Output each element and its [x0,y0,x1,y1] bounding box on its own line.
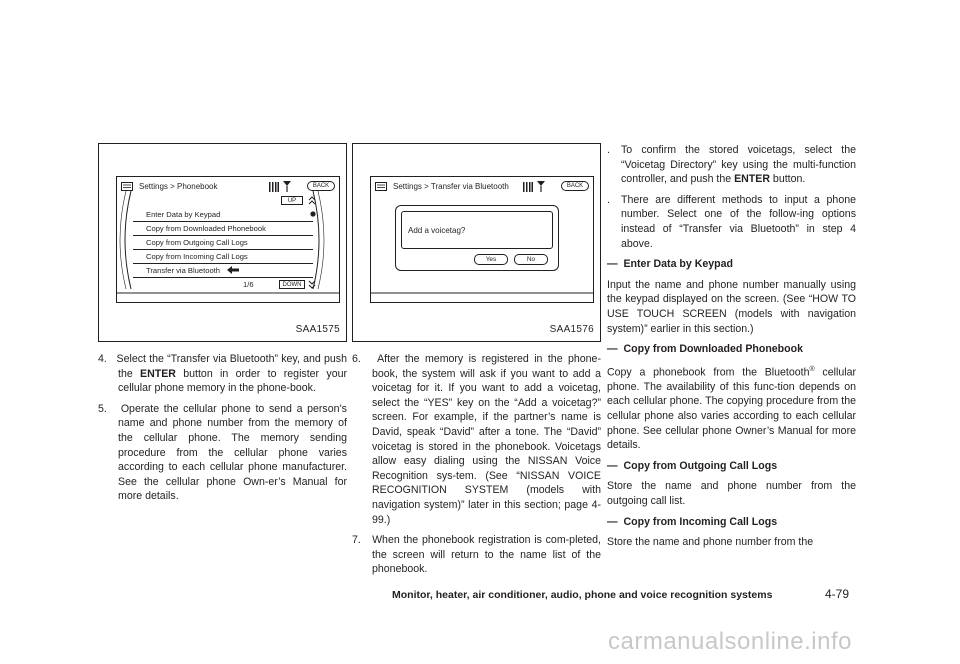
watermark: carmanualsonline.info [608,628,852,655]
paragraph-keypad: Input the name and phone number manually using the keypad displayed on the screen. (See “HOW TO USE TOUCH SCREEN (models with navigation system)” earlier in this section.) [607,278,856,335]
dialog-message: Add a voicetag? [408,226,466,235]
yes-button[interactable]: Yes [474,254,508,265]
menu-item-copy-incoming[interactable]: Copy from Incoming Call Logs [146,252,248,261]
menu-item-transfer-bluetooth[interactable]: Transfer via Bluetooth [146,266,221,275]
menu-item-copy-downloaded[interactable]: Copy from Downloaded Phonebook [146,224,266,233]
text-column-2 [352,352,601,583]
antenna-icon [537,181,545,192]
text-column-1 [98,352,347,510]
settings-icon [121,182,133,191]
double-chevron-up-icon [308,196,316,205]
paragraph-incoming: Store the name and phone number from the [607,536,814,549]
back-button[interactable]: BACK [307,181,335,191]
menu-divider [133,221,313,222]
selected-dot-icon [310,211,316,217]
bullet-voicetag-directory: . To confirm the stored voicetags, select the “Voicetag Directory” key using the multi-function controller, and push the ENTER button. [607,144,856,186]
figure-id: SAA1575 [295,324,340,335]
heading-copy-incoming: — Copy from Incoming Call Logs [607,515,778,528]
dialog-inner-frame [401,211,553,249]
page-indicator: 1/6 [243,280,254,289]
voicetag-screen [370,176,594,303]
step-5: 5. Operate the cellular phone to send a person’s name and phone number from the memory of the cellular phone. The memory sending procedure from the cellular phone varies according to each cellular phone manufacturer. See the cellular phone Own-er’s Manual for more details. [98,402,347,503]
double-chevron-down-icon [308,280,316,289]
pointer-arrow-icon [227,266,239,274]
step-4: 4. Select the “Transfer via Bluetooth” key, and push the ENTER button in order to register your cellular phone memory in the phone-book. [98,353,348,395]
phonebook-screen [116,176,340,303]
text-column-3 [607,143,856,556]
no-button[interactable]: No [514,254,548,265]
paragraph-outgoing: Store the name and phone number from the outgoing call list. [607,480,856,507]
step-6: 6. After the memory is registered in the phone-book, the system will ask if you want to add a voicetag for it. If you want to add a voicetag, select the “YES” key on the “Add a voicetag?” screen. For example, if the partner’s name is David, speak “David” after a tone. The “David” voicetag is stored in the phonebook. Voicetags allow easy dialing using the NISSAN Voice Recognition sys-tem. (See “NISSAN VOICE RECOGNITION SYSTEM (models with navigation system)” later in this section; page 4-99.) [352,353,601,526]
antenna-icon [283,181,291,192]
menu-divider [133,249,313,250]
back-button[interactable]: BACK [561,181,589,191]
footer-section-title: Monitor, heater, air conditioner, audio, phone and voice recognition systems [392,589,773,601]
scroll-down-button[interactable]: DOWN [279,280,305,289]
heading-enter-data-keypad: — Enter Data by Keypad [607,258,733,271]
breadcrumb: Settings > Phonebook [139,182,218,191]
figure-add-voicetag-screen [352,143,601,342]
figure-id: SAA1576 [549,324,594,335]
menu-item-copy-outgoing[interactable]: Copy from Outgoing Call Logs [146,238,248,247]
heading-copy-downloaded: — Copy from Downloaded Phonebook [607,343,803,356]
menu-divider [133,263,313,264]
signal-strength-icon [269,182,279,192]
page-number: 4-79 [825,587,850,601]
menu-divider [133,235,313,236]
menu-divider [133,277,313,278]
figure-phonebook-screen [98,143,347,342]
bullet-input-methods: . There are different methods to input a phone number. Select one of the follow-ing options instead of “Transfer via Bluetooth” in step 4 above. [607,193,856,250]
heading-copy-outgoing: — Copy from Outgoing Call Logs [607,459,778,472]
scroll-up-button[interactable]: UP [281,196,303,205]
step-7: 7. When the phonebook registration is com-pleted, the screen will return to the name list of the phonebook. [352,534,601,576]
breadcrumb: Settings > Transfer via Bluetooth [393,182,509,191]
voicetag-dialog [395,205,559,271]
signal-strength-icon [523,182,533,192]
settings-icon [375,182,387,191]
paragraph-downloaded: Copy a phonebook from the Bluetooth® cellular phone. The availability of this func-tion depends on each cellular phone. The copying procedure from the cellular phone also varies according to each cellular phone. See cellular phone Owner’s Manual for more details. [607,365,856,452]
menu-item-enter-keypad[interactable]: Enter Data by Keypad [146,210,221,219]
